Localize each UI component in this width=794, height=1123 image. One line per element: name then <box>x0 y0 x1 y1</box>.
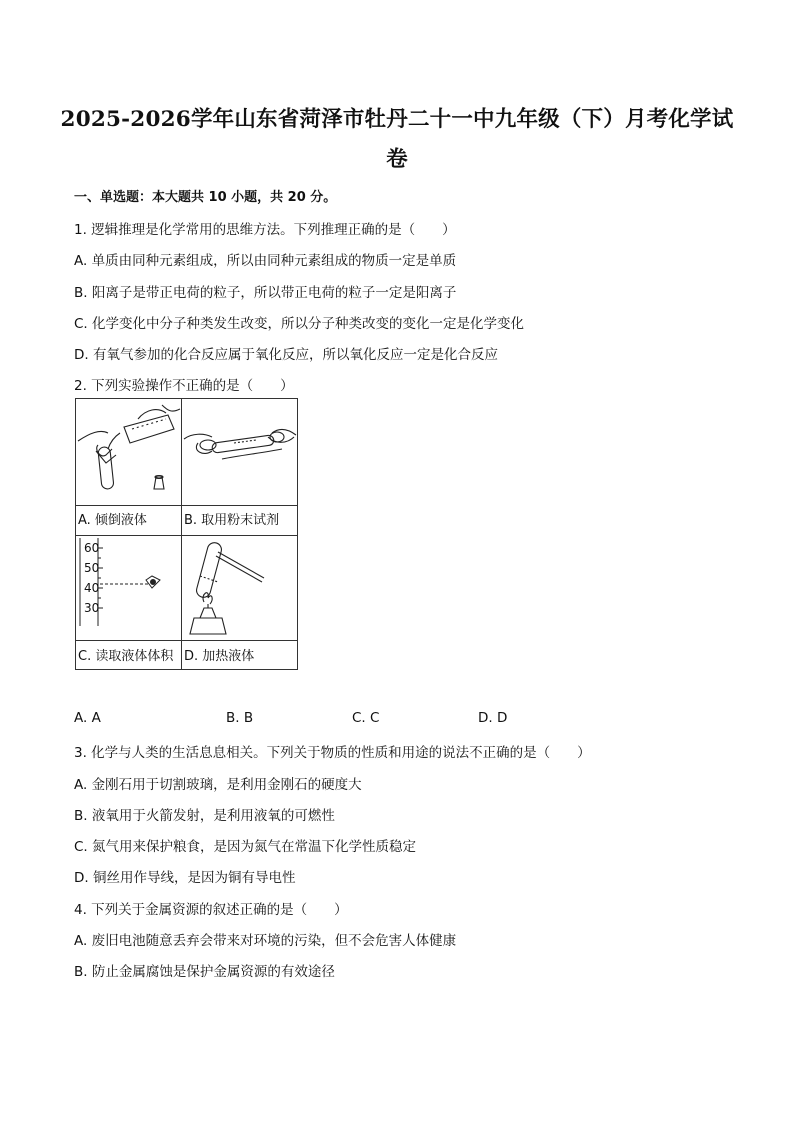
q2-stem: 2. 下列实验操作不正确的是（ ） <box>74 378 294 394</box>
heating-liquid-illustration <box>182 536 299 640</box>
q2-option-c: C. C <box>352 710 380 726</box>
caption-a: A. 倾倒液体 <box>78 513 147 528</box>
q1-option-b: B. 阳离子是带正电荷的粒子，所以带正电荷的粒子一定是阳离子 <box>74 285 457 301</box>
pouring-liquid-illustration <box>76 399 181 505</box>
q3-option-b: B. 液氧用于火箭发射，是利用液氧的可燃性 <box>74 808 335 824</box>
q3-stem: 3. 化学与人类的生活息息相关。下列关于物质的性质和用途的说法不正确的是（ ） <box>74 745 591 761</box>
q2-option-b: B. B <box>226 710 254 726</box>
q2-figure-table <box>75 398 298 670</box>
exam-title <box>60 100 734 180</box>
q3-option-a: A. 金刚石用于切割玻璃，是利用金刚石的硬度大 <box>74 777 362 793</box>
q4-option-b: B. 防止金属腐蚀是保护金属资源的有效途径 <box>74 964 335 980</box>
q2-option-d: D. D <box>478 710 508 726</box>
scale-label-30: 30 <box>84 601 100 615</box>
caption-d: D. 加热液体 <box>184 649 255 664</box>
section-heading: 一、单选题：本大题共 10 小题，共 20 分。 <box>74 190 337 205</box>
q3-option-d: D. 铜丝用作导线，是因为铜有导电性 <box>74 870 296 886</box>
powder-reagent-illustration <box>182 399 299 505</box>
q2-option-a: A. A <box>74 710 101 726</box>
q1-option-c: C. 化学变化中分子种类发生改变，所以分子种类改变的变化一定是化学变化 <box>74 316 525 332</box>
q1-option-a: A. 单质由同种元素组成，所以由同种元素组成的物质一定是单质 <box>74 253 457 269</box>
title-line-1: 2025-2026学年山东省菏泽市牡丹二十一中九年级（下）月考化学试 <box>60 107 734 132</box>
q4-option-a: A. 废旧电池随意丢弃会带来对环境的污染，但不会危害人体健康 <box>74 933 457 949</box>
title-line-2: 卷 <box>386 147 408 172</box>
q3-option-c: C. 氮气用来保护粮食，是因为氮气在常温下化学性质稳定 <box>74 839 417 855</box>
table-divider-1 <box>76 505 297 506</box>
scale-label-60: 60 <box>84 541 100 555</box>
scale-label-50: 50 <box>84 561 100 575</box>
q1-option-d: D. 有氧气参加的化合反应属于氧化反应，所以氧化反应一定是化合反应 <box>74 347 498 363</box>
q1-stem: 1. 逻辑推理是化学常用的思维方法。下列推理正确的是（ ） <box>74 222 456 238</box>
caption-c: C. 读取液体体积 <box>78 649 174 664</box>
q4-stem: 4. 下列关于金属资源的叙述正确的是（ ） <box>74 902 348 918</box>
table-divider-3 <box>76 640 297 641</box>
scale-label-40: 40 <box>84 581 100 595</box>
caption-b: B. 取用粉末试剂 <box>184 513 280 528</box>
